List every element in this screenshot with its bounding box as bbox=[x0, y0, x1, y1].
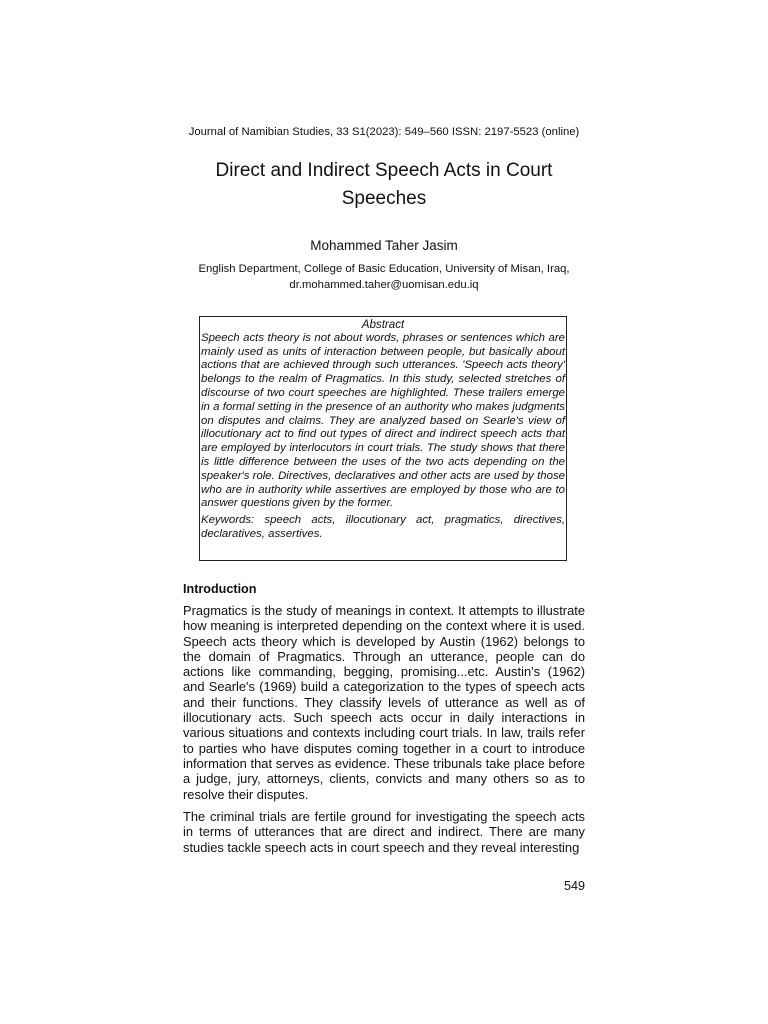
keywords: Keywords: speech acts, illocutionary act, pragmatics, directives, declaratives, assertives. bbox=[201, 514, 565, 540]
affiliation-line: English Department, College of Basic Education, University of Misan, Iraq, bbox=[198, 263, 570, 275]
article-title: Direct and Indirect Speech Acts in Court Speeches bbox=[215, 160, 553, 209]
page-number: 549 bbox=[563, 879, 585, 893]
section-heading-introduction: Introduction bbox=[183, 582, 257, 596]
paragraph: Pragmatics is the study of meanings in context. It attempts to illustrate how meaning is interpreted depending on the context where it is used. Speech acts theory which is developed by Austin (1962) belongs to the domain of Pragmatics. Through an utterance, people can do actions like commanding, begging, promising...etc. Austin's (1962) and Searle's (1969) build a categorization to the types of speech acts and their functions. They classify levels of utterance as well as of illocutionary acts. Such speech acts occur in daily interactions in various situations and contexts including court trials. In law, trails refer to parties who have disputes coming together in a court to introduce information that serves as evidence. These tribunals take place before a judge, jury, attorneys, clients, convicts and many others so as to resolve their disputes. bbox=[183, 603, 585, 802]
abstract-heading: Abstract bbox=[361, 318, 405, 331]
author-name: Mohammed Taher Jasim bbox=[310, 238, 458, 253]
abstract-box bbox=[199, 316, 567, 561]
journal-header: Journal of Namibian Studies, 33 S1(2023): 549–560 ISSN: 2197-5523 (online) bbox=[188, 126, 580, 138]
author-affiliation-block bbox=[170, 261, 598, 293]
author-email: dr.mohammed.taher@uomisan.edu.iq bbox=[289, 279, 479, 291]
paragraph: The criminal trials are fertile ground for investigating the speech acts in terms of utterances that are direct and indirect. There are many studies tackle speech acts in court speech and they reveal interesting bbox=[183, 809, 585, 855]
abstract-text: Speech acts theory is not about words, phrases or sentences which are mainly used as units of interaction between people, but basically about actions that are achieved through such utterances. 'Speech acts theory' belongs to the realm of Pragmatics. In this study, selected stretches of discourse of two court speeches are highlighted. These trailers emerge in a formal setting in the presence of an authority who makes judgments on disputes and claims. They are analyzed based on Searle's view of illocutionary act to find out types of direct and indirect speech acts that are employed by interlocutors in court trials. The study shows that there is little difference between the uses of the two acts depending on the speaker's role. Directives, declaratives and other acts are used by those who are in authority while assertives are employed by those who are to answer questions given by the former. bbox=[201, 331, 565, 510]
